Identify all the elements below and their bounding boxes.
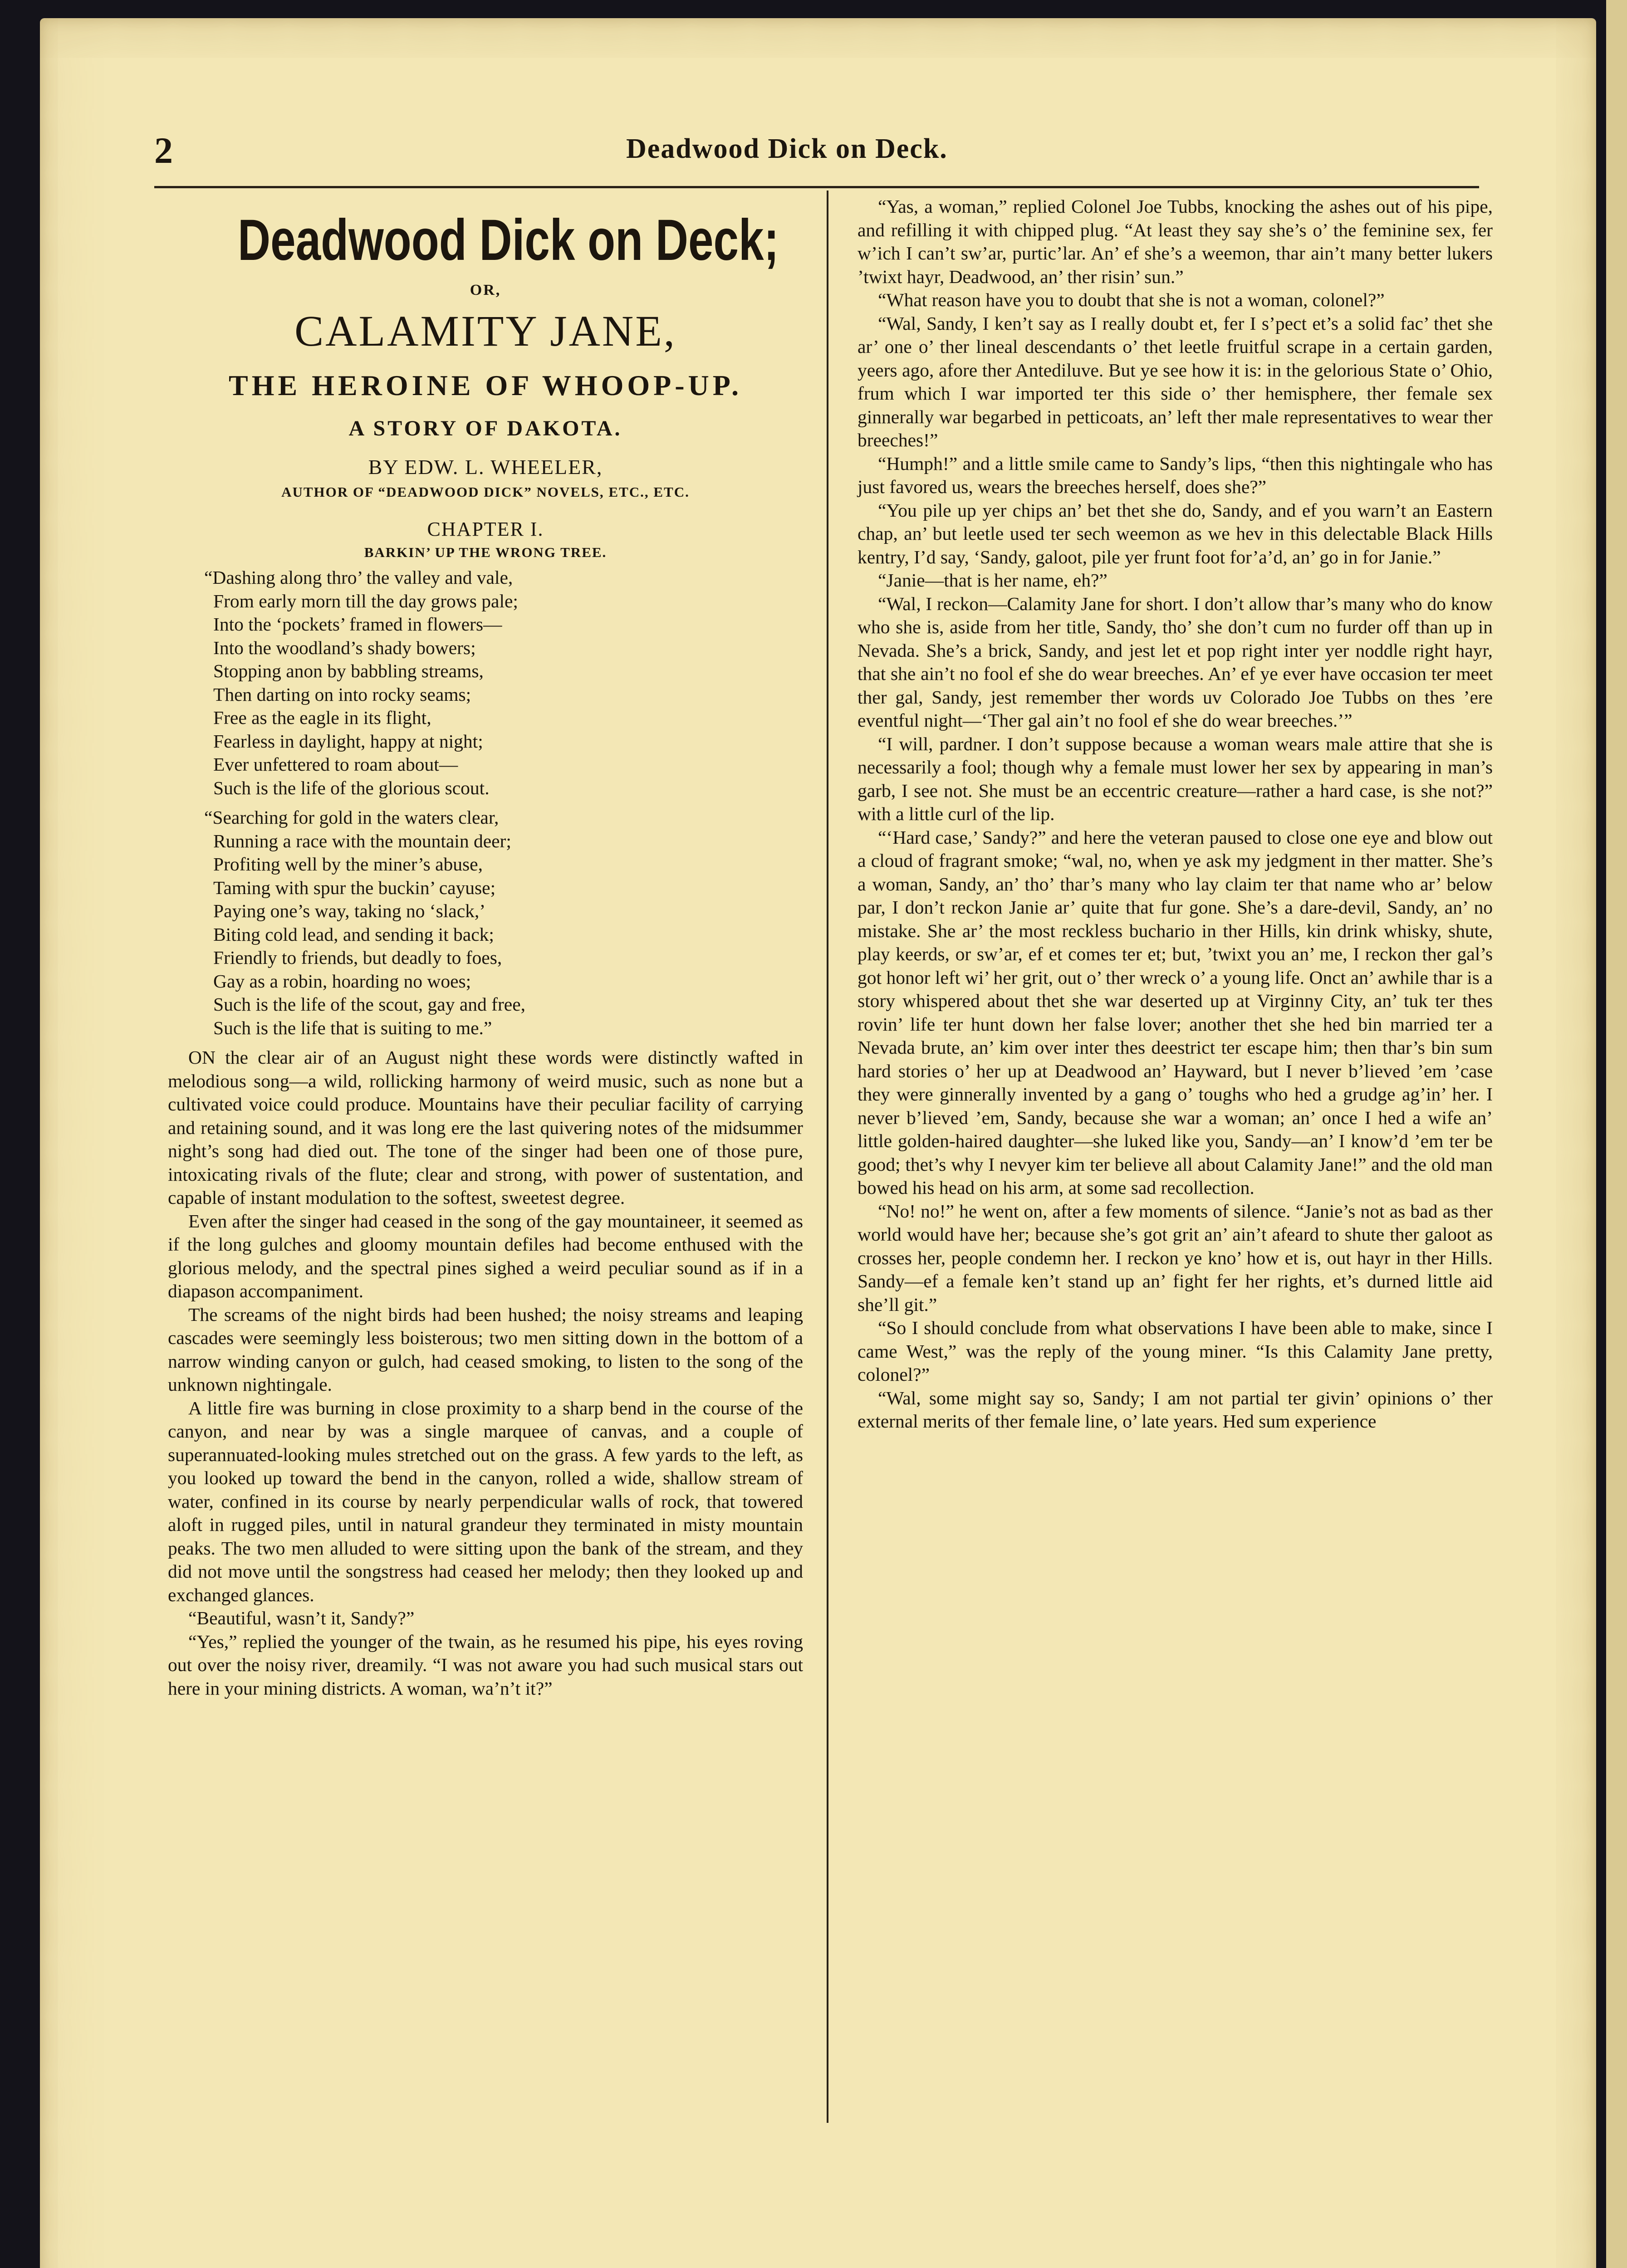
- body-paragraph: “No! no!” he went on, after a few moments of silence. “Janie’s not as bad as ther world would have her; because she’s got grit an’ ain’t afeard to shute ther galoot as crosses her, people condemn her. I reckon ye kno’ how et is, out hayr in ther Hills. Sandy—ef a female ken’t stand up an’ fight fer her rights, et’s durned little aid she’ll git.”: [858, 1200, 1493, 1315]
- page-header: [154, 129, 1479, 179]
- poem-line: Such is the life that is suiting to me.”: [213, 1017, 492, 1038]
- poem-line: From early morn till the day grows pale;: [213, 590, 518, 611]
- poem-line: Then darting on into rocky seams;: [213, 684, 471, 705]
- main-title: Deadwood Dick on Deck;: [238, 208, 779, 273]
- byline: BY EDW. L. WHEELER,: [368, 455, 603, 479]
- poem-line: Profiting well by the miner’s abuse,: [213, 854, 483, 875]
- chapter-heading: CHAPTER I.: [427, 518, 544, 540]
- author-of: AUTHOR OF “DEADWOOD DICK” NOVELS, ETC., ETC.: [281, 484, 690, 500]
- body-paragraph: “Wal, Sandy, I ken’t say as I really doubt et, fer I s’pect et’s a solid fac’ thet she ar’ one o’ ther lineal descendants o’ thet leetle fruitful scrape in a certain garden, yeers ago, afore ther Antediluve. But ye see how it is: in the gelorious State o’ Ohio, frum which I war imported ter this side o’ ther hemisphere, ther female sex ginnerally war begarbed in petticoats, an’ left ther male representatives to wear ther breeches!”: [858, 313, 1493, 450]
- poem-line: Biting cold lead, and sending it back;: [213, 924, 494, 945]
- body-paragraph: Even after the singer had ceased in the song of the gay mountaineer, it seemed as if the long gulches and gloomy mountain defiles had become enthused with the glorious melody, and the spectral pines sighed a weird peculiar sound as if in a diapason accompaniment.: [168, 1210, 803, 1301]
- poem-line: Running a race with the mountain deer;: [213, 830, 511, 851]
- body-paragraph: The screams of the night birds had been hushed; the noisy streams and leaping cascades were seemingly less boisterous; two men sitting down in the bottom of a narrow winding canyon or gulch, had ceased smoking, to listen to the song of the unknown nightingale.: [168, 1304, 803, 1395]
- subtitle: CALAMITY JANE,: [294, 307, 676, 355]
- poem-line: “Dashing along thro’ the valley and vale,: [204, 567, 513, 588]
- poem-line: Friendly to friends, but deadly to foes,: [213, 947, 502, 968]
- poem-line: Ever unfettered to roam about—: [213, 754, 458, 775]
- column-divider: [827, 191, 828, 2123]
- title-block: [168, 204, 803, 562]
- poem-line: Gay as a robin, hoarding no woes;: [213, 970, 471, 992]
- poem-stanza-2: [204, 806, 803, 1040]
- poem-line: Taming with spur the buckin’ cayuse;: [213, 877, 496, 898]
- body-paragraph: ON the clear air of an August night these words were distinctly wafted in melodious song—a wild, rollicking harmony of weird music, such as none but a cultivated voice could produce. Mountains have their peculiar facility of carrying and retaining sound, and it was long ere the last quivering notes of the midsummer night’s song had died out. The tone of the singer had been one of those pure, intoxicating rivals of the flute; clear and strong, with power of sustentation, and capable of instant modulation to the softest, sweetest degree.: [168, 1047, 803, 1208]
- poem-stanza-1: [204, 566, 803, 800]
- right-column: [858, 195, 1493, 2123]
- body-paragraph: “So I should conclude from what observations I have been able to make, since I came West,” was the reply of the young miner. “Is this Calamity Jane pretty, colonel?”: [858, 1317, 1493, 1385]
- body-paragraph: “Wal, I reckon—Calamity Jane for short. I don’t allow thar’s many who do know who she is, aside from her title, Sandy, tho’ she don’t cum no furder off than up in Nevada. She’s a brick, Sandy, and jest let et pop right inter yer noddle right hayr, that she ain’t no fool ef she do wear breeches. An’ ef ye ever have occasion ter meet ther gal, Sandy, jest remember ther words uv Colorado Joe Tubbs on thes ’ere eventful night—‘Ther gal ain’t no fool ef she do wear breeches.’”: [858, 593, 1493, 731]
- poem-line: Free as the eagle in its flight,: [213, 707, 431, 728]
- body-paragraph: “Yas, a woman,” replied Colonel Joe Tubbs, knocking the ashes out of his pipe, and refilling it with chipped plug. “At least they say she’s o’ the feminine sex, fer w’ich I can’t sw’ar, purtic’lar. An’ ef she’s a weemon, thar ain’t many better lukers ’twixt hayr, Deadwood, an’ ther risin’ sun.”: [858, 196, 1493, 287]
- poem-line: Stopping anon by babbling streams,: [213, 660, 484, 681]
- story-line: A STORY OF DAKOTA.: [348, 416, 622, 440]
- header-rule: [154, 186, 1479, 188]
- body-paragraph: A little fire was burning in close proximity to a sharp bend in the course of the canyon, and near by was a single marquee of canvas, and a couple of superannuated-looking mules stretched out on the grass. A few yards to the left, as you looked up toward the bend in the canyon, rolled a wide, shallow stream of water, confined in its course by nearly perpendicular walls of rock, that towered aloft in rugged piles, until in natural grandeur they terminated in misty mountain peaks. The two men alluded to were sitting upon the bank of the stream, and they did not move until the songstress had ceased her melody; then they looked up and exchanged glances.: [168, 1397, 803, 1605]
- poem-line: Into the ‘pockets’ framed in flowers—: [213, 614, 502, 635]
- body-paragraph: “Wal, some might say so, Sandy; I am not partial ter givin’ opinions o’ ther external merits of ther female line, o’ late years. Hed sum experience: [858, 1387, 1493, 1432]
- poem-line: Paying one’s way, taking no ‘slack,’: [213, 900, 486, 921]
- poem-line: Such is the life of the scout, gay and free,: [213, 994, 525, 1015]
- subtitle-heroine: THE HEROINE OF WHOOP-UP.: [229, 369, 742, 401]
- or-line: OR,: [470, 282, 501, 298]
- body-paragraph: “Beautiful, wasn’t it, Sandy?”: [188, 1608, 415, 1628]
- body-paragraph: “‘Hard case,’ Sandy?” and here the veteran paused to close one eye and blow out a cloud of fragrant smoke; “wal, no, when ye ask my jedgment in ther matter. She’s a woman, Sandy, an’ tho’ thar’s many who lay claim ter that name who ar’ below par, I don’t reckon Janie ar’ quite that fur gone. She’s a dare-devil, Sandy, an’ no mistake. She ar’ the most reckless buchario in ther Hills, kin drink whisky, shute, play keerds, or sw’ar, ef et comes ter et; but, ’twixt you an’ me, I reckon ther gal’s got honor left wi’ her grit, out o’ ther wreck o’ a young life. Onct an’ awhile thar is a story whispered about thet she war deserted up at Virginny City, an’ tuk ter thes rovin’ life ter hunt down her false lover; another thet she hed bin married ter a Nevada brute, an’ kim over inter thes deestrict ter escape him; then thar’s bin sum hard stories o’ her up at Deadwood an’ Hayward, but I never b’lieved ’em ’case they were ginnerally invented by a gang o’ toughs who hed a grudge ag’in’ her. I never b’lieved ’em, Sandy, because she war a woman; an’ once I hed a wife an’ little golden-haired daughter—she luked like you, Sandy—an’ I know’d ’em ter be good; thet’s why I nevyer kim ter believe all about Calamity Jane!” and the old man bowed his head on his arm, at some sad recollection.: [858, 826, 1493, 1198]
- poem-line: Into the woodland’s shady bowers;: [213, 637, 476, 658]
- left-column: [168, 195, 803, 2123]
- poem-line: Fearless in daylight, happy at night;: [213, 730, 483, 752]
- body-paragraph: “What reason have you to doubt that she is not a woman, colonel?”: [878, 289, 1385, 310]
- page-edge-strip: [1606, 0, 1627, 2268]
- body-paragraph: “Yes,” replied the younger of the twain, as he resumed his pipe, his eyes roving out over the noisy river, dreamily. “I was not aware you had such musical stars out here in your mining districts. A woman, wa’n’t it?”: [168, 1631, 803, 1699]
- poem-line: Such is the life of the glorious scout.: [213, 777, 490, 798]
- body-paragraph: “Janie—that is her name, eh?”: [878, 570, 1108, 591]
- body-paragraph: “I will, pardner. I don’t suppose because a woman wears male attire that she is necessarily a fool; though why a female must lower her sex by appearing in man’s garb, I see not. She must be an eccentric creature—rather a hard case, is she not?” with a little curl of the lip.: [858, 733, 1493, 824]
- chapter-subtitle: BARKIN’ UP THE WRONG TREE.: [364, 544, 607, 560]
- page-number: 2: [154, 130, 173, 171]
- body-paragraph: “You pile up yer chips an’ bet thet she do, Sandy, and ef you warn’t an Eastern chap, an’ but leetle used ter sech weemon as we hev in this delectable Black Hills kentry, I’d say, ‘Sandy, galoot, pile yer frunt foot for’a’d, an’ go in for Janie.”: [858, 499, 1493, 567]
- body-paragraph: “Humph!” and a little smile came to Sandy’s lips, “then this nightingale who has just favored us, wears the breeches herself, does she?”: [858, 453, 1493, 497]
- poem-line: “Searching for gold in the waters clear,: [204, 807, 499, 828]
- running-title: Deadwood Dick on Deck.: [626, 133, 948, 164]
